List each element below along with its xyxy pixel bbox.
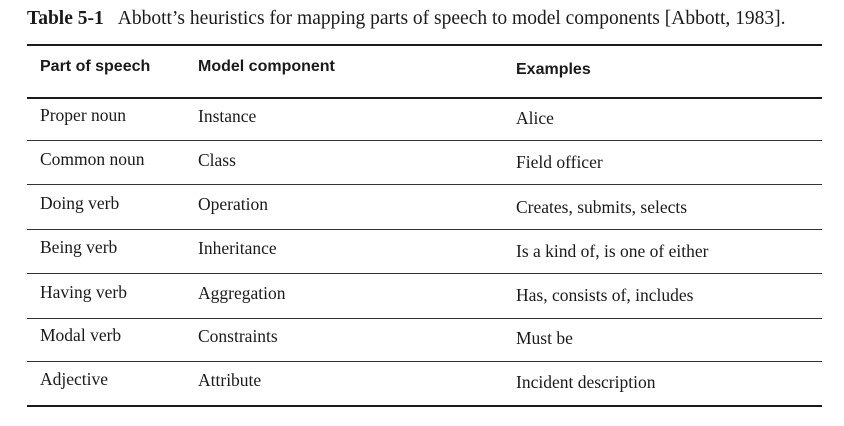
cell-example: Has, consists of, includes (516, 285, 694, 305)
cell-part-of-speech: Doing verb (40, 193, 120, 213)
cell-part-of-speech: Common noun (40, 149, 145, 169)
row-divider (27, 229, 822, 230)
cell-model-component: Instance (198, 106, 257, 126)
row-divider (27, 273, 822, 274)
cell-part-of-speech: Being verb (40, 237, 118, 257)
cell-model-component: Attribute (198, 370, 262, 390)
bottom-rule (27, 405, 822, 407)
cell-example: Alice (516, 108, 554, 128)
cell-model-component: Constraints (198, 326, 278, 346)
row-divider (27, 184, 822, 185)
cell-model-component: Aggregation (198, 283, 286, 303)
cell-example: Creates, submits, selects (516, 197, 688, 217)
table-number: Table 5-1 (27, 8, 104, 29)
row-divider (27, 140, 822, 141)
table-title: Abbott’s heuristics for mapping parts of speech to model components [Abbott, 1983]. (117, 8, 786, 29)
cell-example: Incident description (516, 372, 656, 392)
header-examples: Examples (516, 61, 591, 78)
cell-example: Field officer (516, 152, 603, 172)
cell-example: Is a kind of, is one of either (516, 241, 709, 261)
cell-part-of-speech: Adjective (40, 369, 109, 389)
top-rule (27, 44, 822, 46)
header-part-of-speech: Part of speech (40, 58, 151, 75)
cell-model-component: Operation (198, 194, 268, 214)
header-model-component: Model component (198, 58, 335, 75)
cell-example: Must be (516, 328, 573, 348)
cell-part-of-speech: Proper noun (40, 105, 127, 125)
cell-model-component: Inheritance (198, 238, 277, 258)
cell-model-component: Class (198, 150, 236, 170)
cell-part-of-speech: Having verb (40, 282, 127, 302)
row-divider (27, 361, 822, 362)
table-caption (27, 8, 786, 30)
cell-part-of-speech: Modal verb (40, 325, 122, 345)
row-divider (27, 318, 822, 319)
header-rule (27, 97, 822, 99)
